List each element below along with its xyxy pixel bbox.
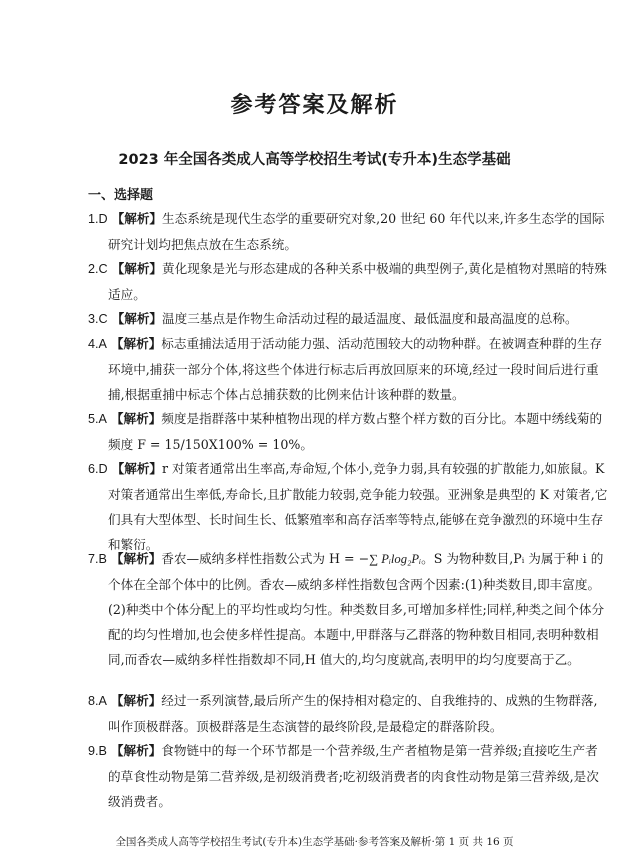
page-footer: 全国各类成人高等学校招生考试(专升本)生态学基础·参考答案及解析·第 1 页 共 16 页 — [115, 836, 514, 848]
analysis-tag: 【解析】 — [110, 551, 162, 566]
answer-number: 7.B — [88, 552, 107, 566]
page-title: 参考答案及解析 — [230, 93, 399, 118]
answer-item-9 — [88, 738, 608, 814]
analysis-tag: 【解析】 — [110, 743, 162, 758]
analysis-tag: 【解析】 — [111, 311, 162, 326]
answer-item-6 — [88, 456, 608, 557]
answer-item-3 — [88, 306, 608, 332]
analysis-tag: 【解析】 — [111, 461, 162, 476]
analysis-tag: 【解析】 — [111, 211, 162, 226]
analysis-tag: 【解析】 — [110, 411, 162, 426]
answer-text: r 对策者通常出生率高,寿命短,个体小,竞争力弱,具有较强的扩散能力,如旅鼠。K 对策者通常出生率低,寿命长,且扩散能力较弱,竞争能力较强。亚洲象是典型的 K 对策者,它们具有大型体型、长时间生长、低繁殖率和高存活率等特点,能够在竞争激烈的环境中生存和繁衍。 — [108, 461, 608, 552]
answer-text: 香农—威纳多样性指数公式为 H = − — [161, 551, 370, 566]
analysis-tag: 【解析】 — [111, 261, 162, 276]
answer-number: 1.D — [88, 212, 108, 226]
answer-item-5 — [88, 406, 608, 457]
analysis-tag: 【解析】 — [110, 336, 162, 351]
answer-item-4 — [88, 331, 608, 407]
answer-text: 。S 为物种数目,Pᵢ 为属于种 i 的个体在全部个体中的比例。香农—威纳多样性指数包含两个因素:(1)种类数目,即丰富度。(2)种类中个体分配上的平均性或均匀性。种类数目多,可增加多样性;同样,种类之间个体分配的均匀性增加,也会使多样性提高。本题中,甲群落与乙群落的物种数目相同,表明种数相同,而香农—威纳多样性指数却不同,H 值大的,均匀度就高,表明甲的均匀度要高于乙。 — [108, 551, 605, 667]
answer-number: 8.A — [88, 694, 107, 708]
answer-number: 3.C — [88, 312, 108, 326]
section-heading: 一、选择题 — [88, 188, 154, 203]
answer-text: 食物链中的每一个环节都是一个营养级,生产者植物是第一营养级;直接吃生产者的草食性动物是第二营养级,是初级消费者;吃初级消费者的肉食性动物是第三营养级,是次级消费者。 — [108, 743, 599, 809]
answer-text: 温度三基点是作物生命活动过程的最适温度、最低温度和最高温度的总称。 — [162, 311, 578, 326]
exam-subtitle: 2023 年全国各类成人高等学校招生考试(专升本)生态学基础 — [118, 152, 511, 168]
answer-number: 4.A — [88, 337, 107, 351]
answer-item-1 — [88, 206, 608, 257]
answer-item-2 — [88, 256, 608, 307]
answer-text: 频度是指群落中某种植物出现的样方数占整个样方数的百分比。本题中绣线菊的频度 F = 15/150X100% = 10%。 — [108, 411, 603, 452]
answer-item-7 — [88, 546, 608, 672]
answer-text: 生态系统是现代生态学的重要研究对象,20 世纪 60 年代以来,许多生态学的国际研究计划均把焦点放在生态系统。 — [108, 211, 605, 252]
answer-text: 标志重捕法适用于活动能力强、活动范围较大的动物种群。在被调查种群的生存环境中,捕获一部分个体,将这些个体进行标志后再放回原来的环境,经过一段时间后进行重捕,根据重捕中标志个体占总捕获数的比例来估计该种群的数量。 — [108, 336, 603, 402]
shannon-formula: ∑ Pᵢlog₂Pᵢ — [369, 552, 422, 566]
answer-number: 6.D — [88, 462, 108, 476]
answer-number: 5.A — [88, 412, 107, 426]
answer-text: 经过一系列演替,最后所产生的保持相对稳定的、自我维持的、成熟的生物群落,叫作顶极群落。顶极群落是生态演替的最终阶段,是最稳定的群落阶段。 — [108, 693, 598, 734]
answer-number: 2.C — [88, 262, 108, 276]
answer-item-8 — [88, 688, 608, 739]
analysis-tag: 【解析】 — [110, 693, 162, 708]
answer-number: 9.B — [88, 744, 107, 758]
answer-text: 黄化现象是光与形态建成的各种关系中极端的典型例子,黄化是植物对黑暗的特殊适应。 — [108, 261, 607, 302]
